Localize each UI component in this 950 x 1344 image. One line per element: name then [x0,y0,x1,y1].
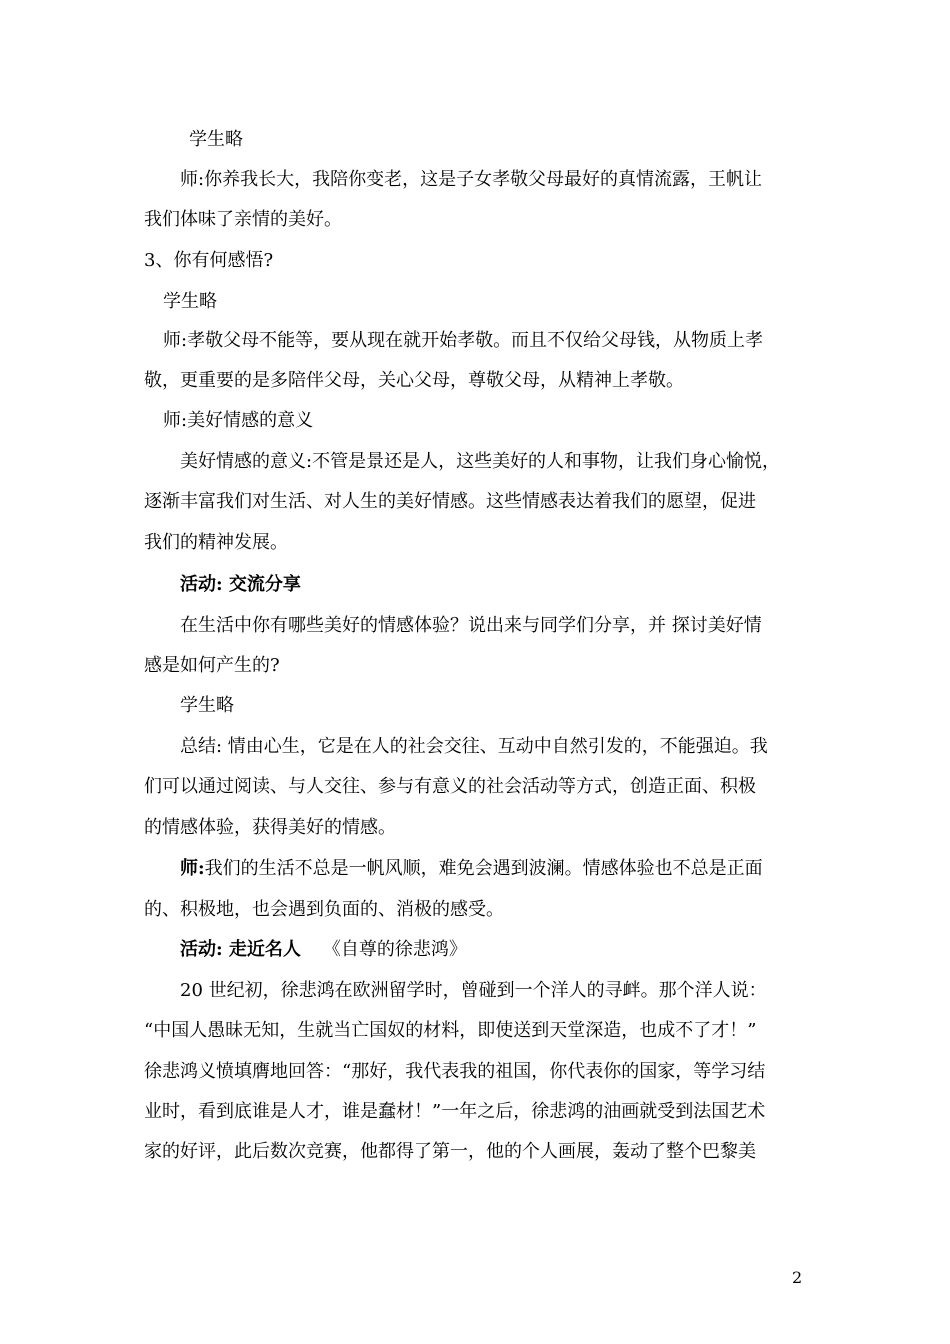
activity-heading: 活动: 交流分享 [180,574,301,595]
paragraph-line: 美好情感的意义:不管是景还是人，这些美好的人和事物，让我们身心愉悦， [180,451,781,472]
activity-heading-line [180,938,467,962]
teacher-label: 师: [180,858,205,879]
paragraph-line: 业时，看到底谁是人才，谁是蠢材！”一年之后，徐悲鸿的油画就受到法国艺术 [144,1101,766,1122]
paragraph-line: 师:美好情感的意义 [163,410,314,431]
paragraph-line: 20 世纪初，徐悲鸿在欧洲留学时，曾碰到一个洋人的寻衅。那个洋人说： [180,980,767,1001]
paragraph-line: 学生略 [163,291,217,312]
activity-heading: 活动: 走近名人 [180,939,301,960]
paragraph-line: 感是如何产生的? [144,655,280,676]
paragraph-line: 敬，更重要的是多陪伴父母，关心父母，尊敬父母，从精神上孝敬。 [144,370,684,391]
paragraph-line: 师:你养我长大，我陪你变老，这是子女孝敬父母最好的真情流露，王帆让 [180,169,763,190]
paragraph-line: 逐渐丰富我们对生活、对人生的美好情感。这些情感表达着我们的愿望，促进 [144,491,756,512]
paragraph-line: 学生略 [180,695,234,716]
section-heading: 3、你有何感悟? [144,250,274,271]
paragraph-line: 的、积极地，也会遇到负面的、消极的感受。 [144,899,504,920]
paragraph-line: 家的好评，此后数次竞赛，他都得了第一，他的个人画展，轰动了整个巴黎美 [144,1141,756,1162]
paragraph-line: 学生略 [189,129,243,150]
paragraph-line [180,857,763,881]
paragraph-line: 师:孝敬父母不能等，要从现在就开始孝敬。而且不仅给父母钱，从物质上孝 [163,330,764,351]
story-title: 《自尊的徐悲鸿》 [322,939,467,960]
page-number: 2 [792,1268,803,1287]
paragraph-line: 我们体味了亲情的美好。 [144,209,342,230]
paragraph-line: “中国人愚昧无知，生就当亡国奴的材料，即使送到天堂深造，也成不了才！” [144,1020,757,1041]
paragraph-line: 的情感体验，获得美好的情感。 [144,817,396,838]
paragraph-line: 在生活中你有哪些美好的情感体验？说出来与同学们分享，并 探讨美好情 [180,615,762,636]
paragraph-line: 我们的精神发展。 [144,532,288,553]
paragraph-line: 徐悲鸿义愤填膺地回答：“那好，我代表我的祖国，你代表你的国家，等学习结 [144,1061,766,1082]
paragraph-text: 我们的生活不总是一帆风顺，难免会遇到波澜。情感体验也不总是正面 [204,858,763,879]
paragraph-line: 们可以通过阅读、与人交往、参与有意义的社会活动等方式，创造正面、积极 [144,776,756,797]
paragraph-line: 总结: 情由心生，它是在人的社会交往、互动中自然引发的，不能强迫。我 [180,736,768,757]
